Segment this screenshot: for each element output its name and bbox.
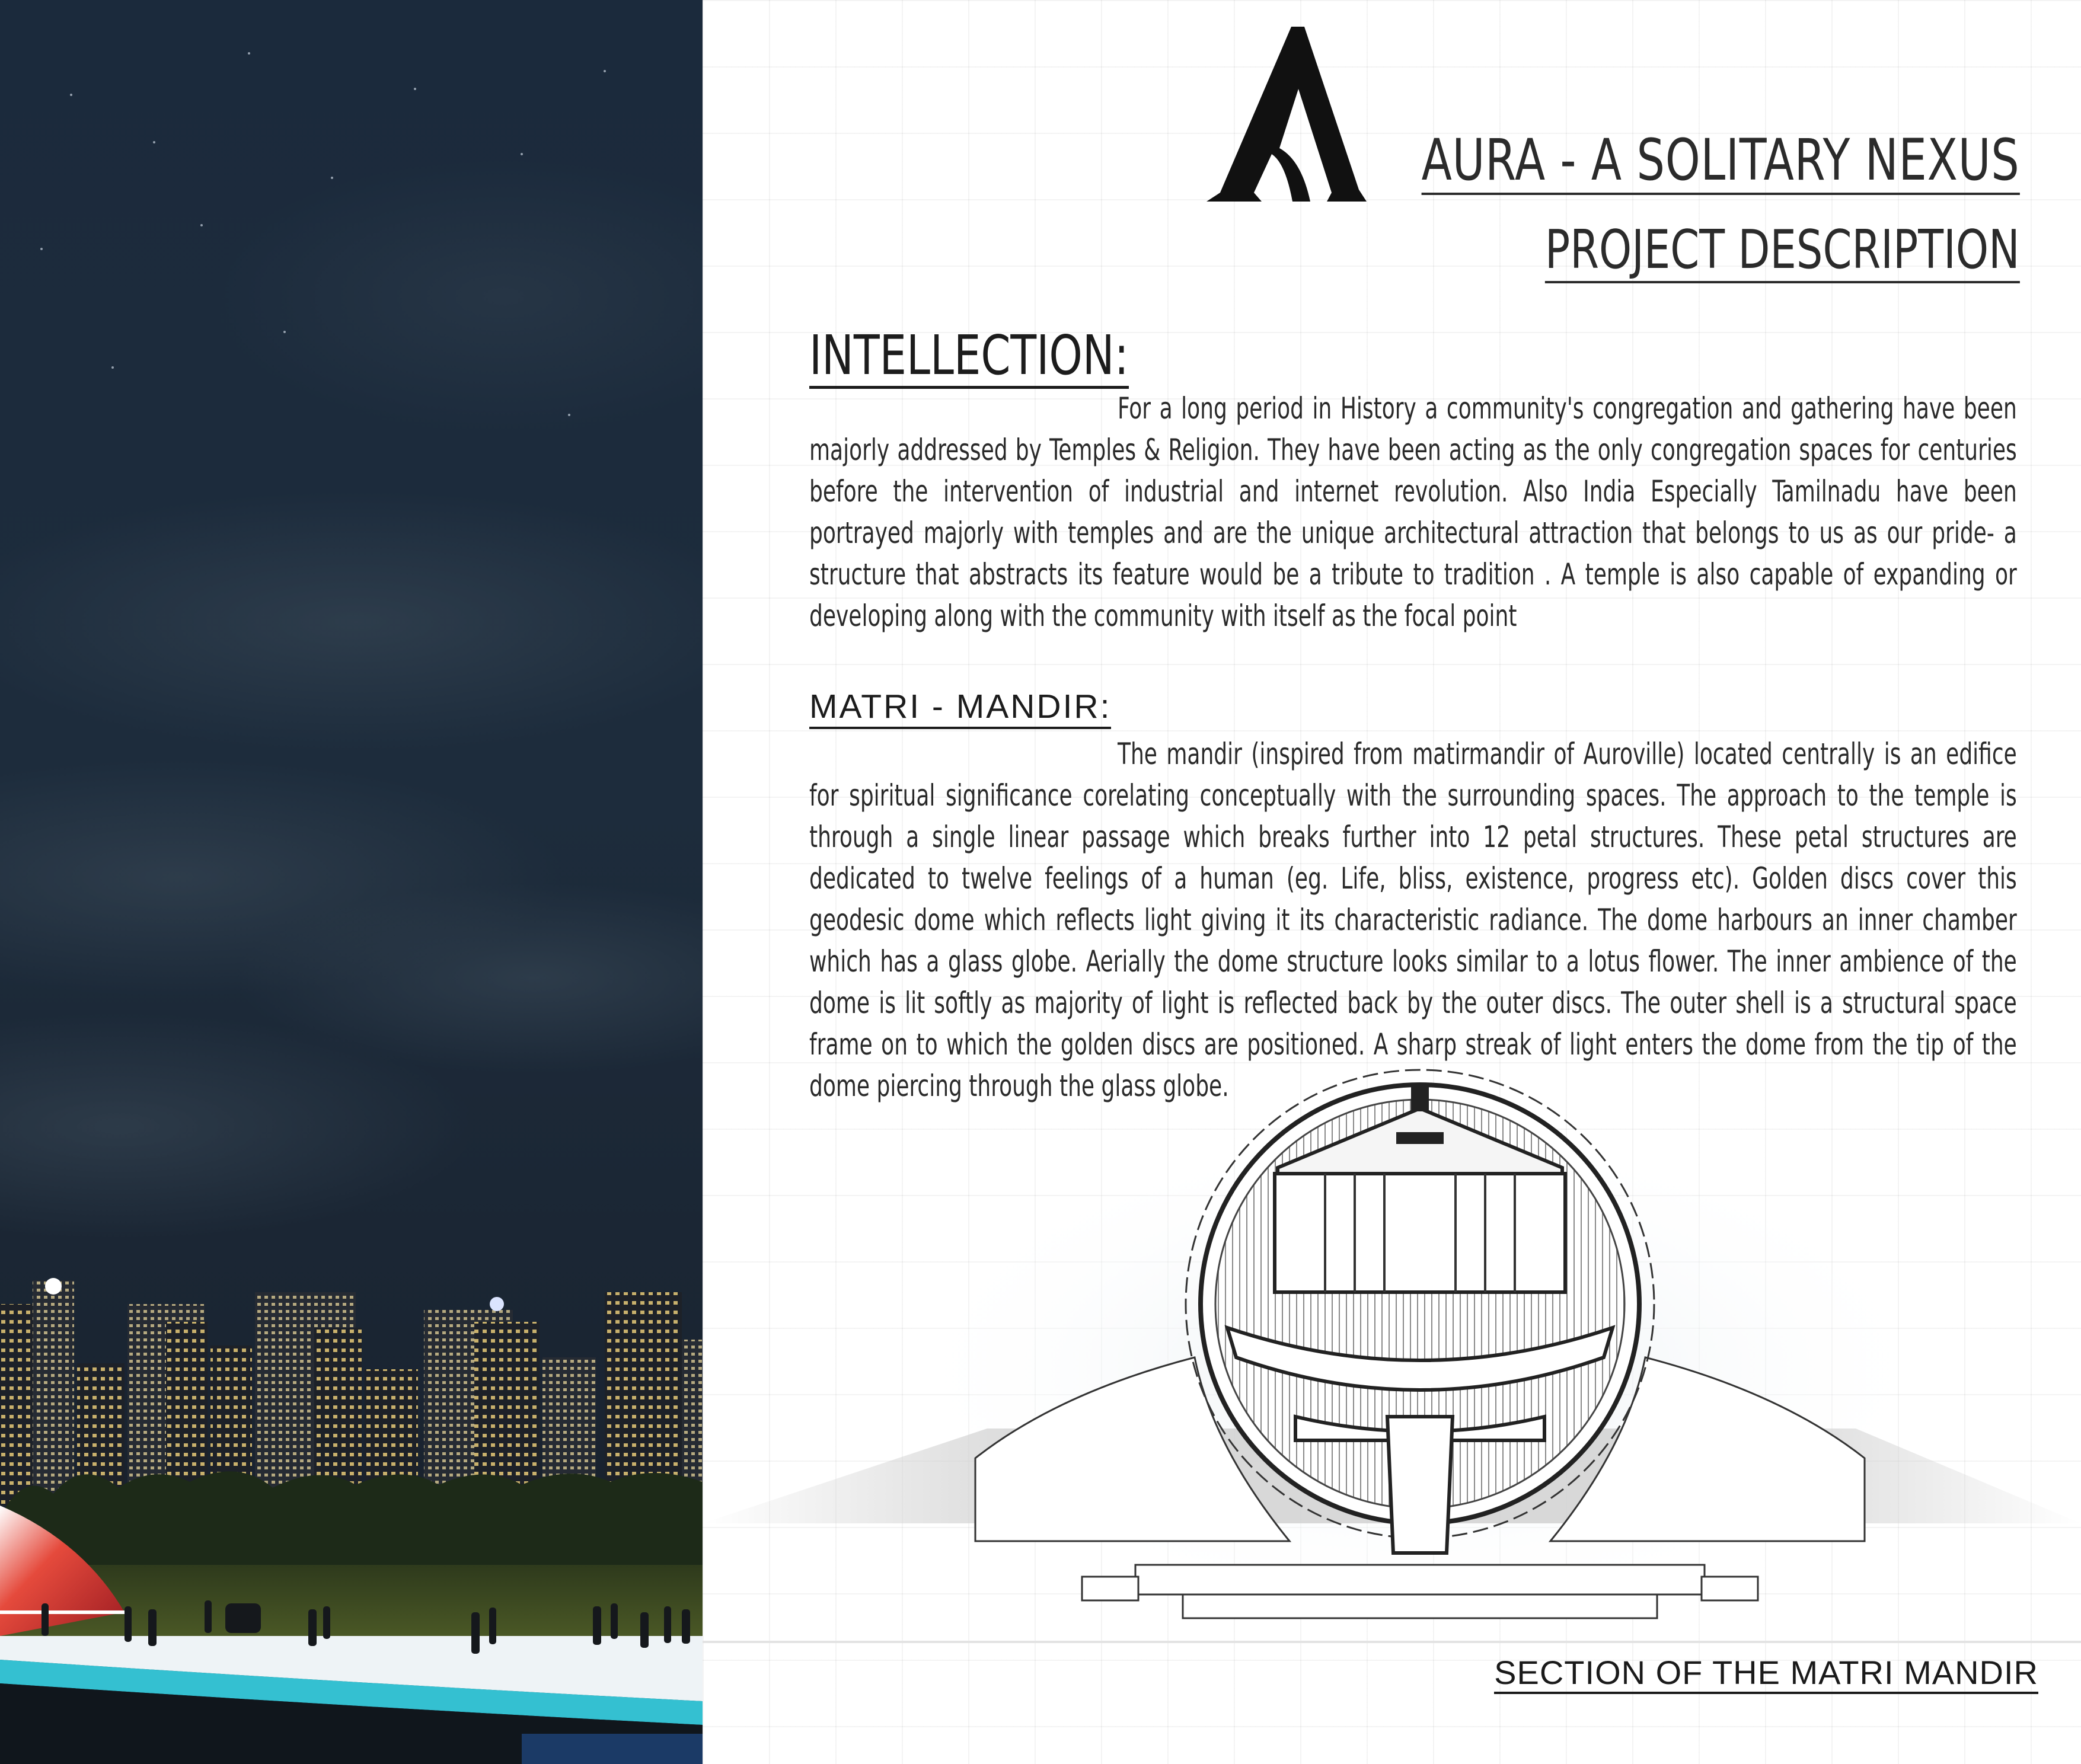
description-sheet [703,0,2081,1764]
matri-mandir-section-drawing [703,1061,2081,1666]
matri-mandir-heading: MATRI - MANDIR: [809,688,1111,729]
intellection-paragraph: For a long period in History a community's congregation and gathering have been majorly addressed by Temples & Religion. They have been acting as the only congregation spaces for centuries before the intervention of industrial and internet revolution. Also India Especially Tamilnadu have been portrayed majorly with temples and are the unique architectural attraction that belongs to us as our pride- a structure that abstracts its feature would be a tribute to tradition . A temple is also capable of expanding or developing along with the community with itself as the focal point [809,391,2017,633]
section-caption: SECTION OF THE MATRI MANDIR [1494,1654,2038,1694]
night-render-image [0,0,703,1764]
intellection-heading: INTELLECTION: [809,325,1129,389]
matri-mandir-paragraph: The mandir (inspired from matirmandir of Auroville) located centrally is an edifice for spiritual significance corelating conceptually with the surrounding spaces. The approach to the temple is through a single linear passage which breaks further into 12 petal structures. These petal structures are dedicated to twelve feelings of a human (eg. Life, bliss, existence, progress etc). Golden discs cover this geodesic dome which reflects light giving it its characteristic radiance. The dome harbours an inner chamber which has a glass globe. Aerially the dome structure looks similar to a lotus flower. The inner ambience of the dome is lit softly as majority of light is reflected back by the outer discs. The outer shell is a structural space frame on to which the golden discs are positioned. A sharp streak of light enters the dome from the tip of the dome piercing through the glass globe. [809,737,2017,1103]
project-title: AURA - A SOLITARY NEXUS [1422,127,2020,195]
aura-logo-icon [1204,24,1370,207]
project-subtitle: PROJECT DESCRIPTION [1545,219,2020,283]
